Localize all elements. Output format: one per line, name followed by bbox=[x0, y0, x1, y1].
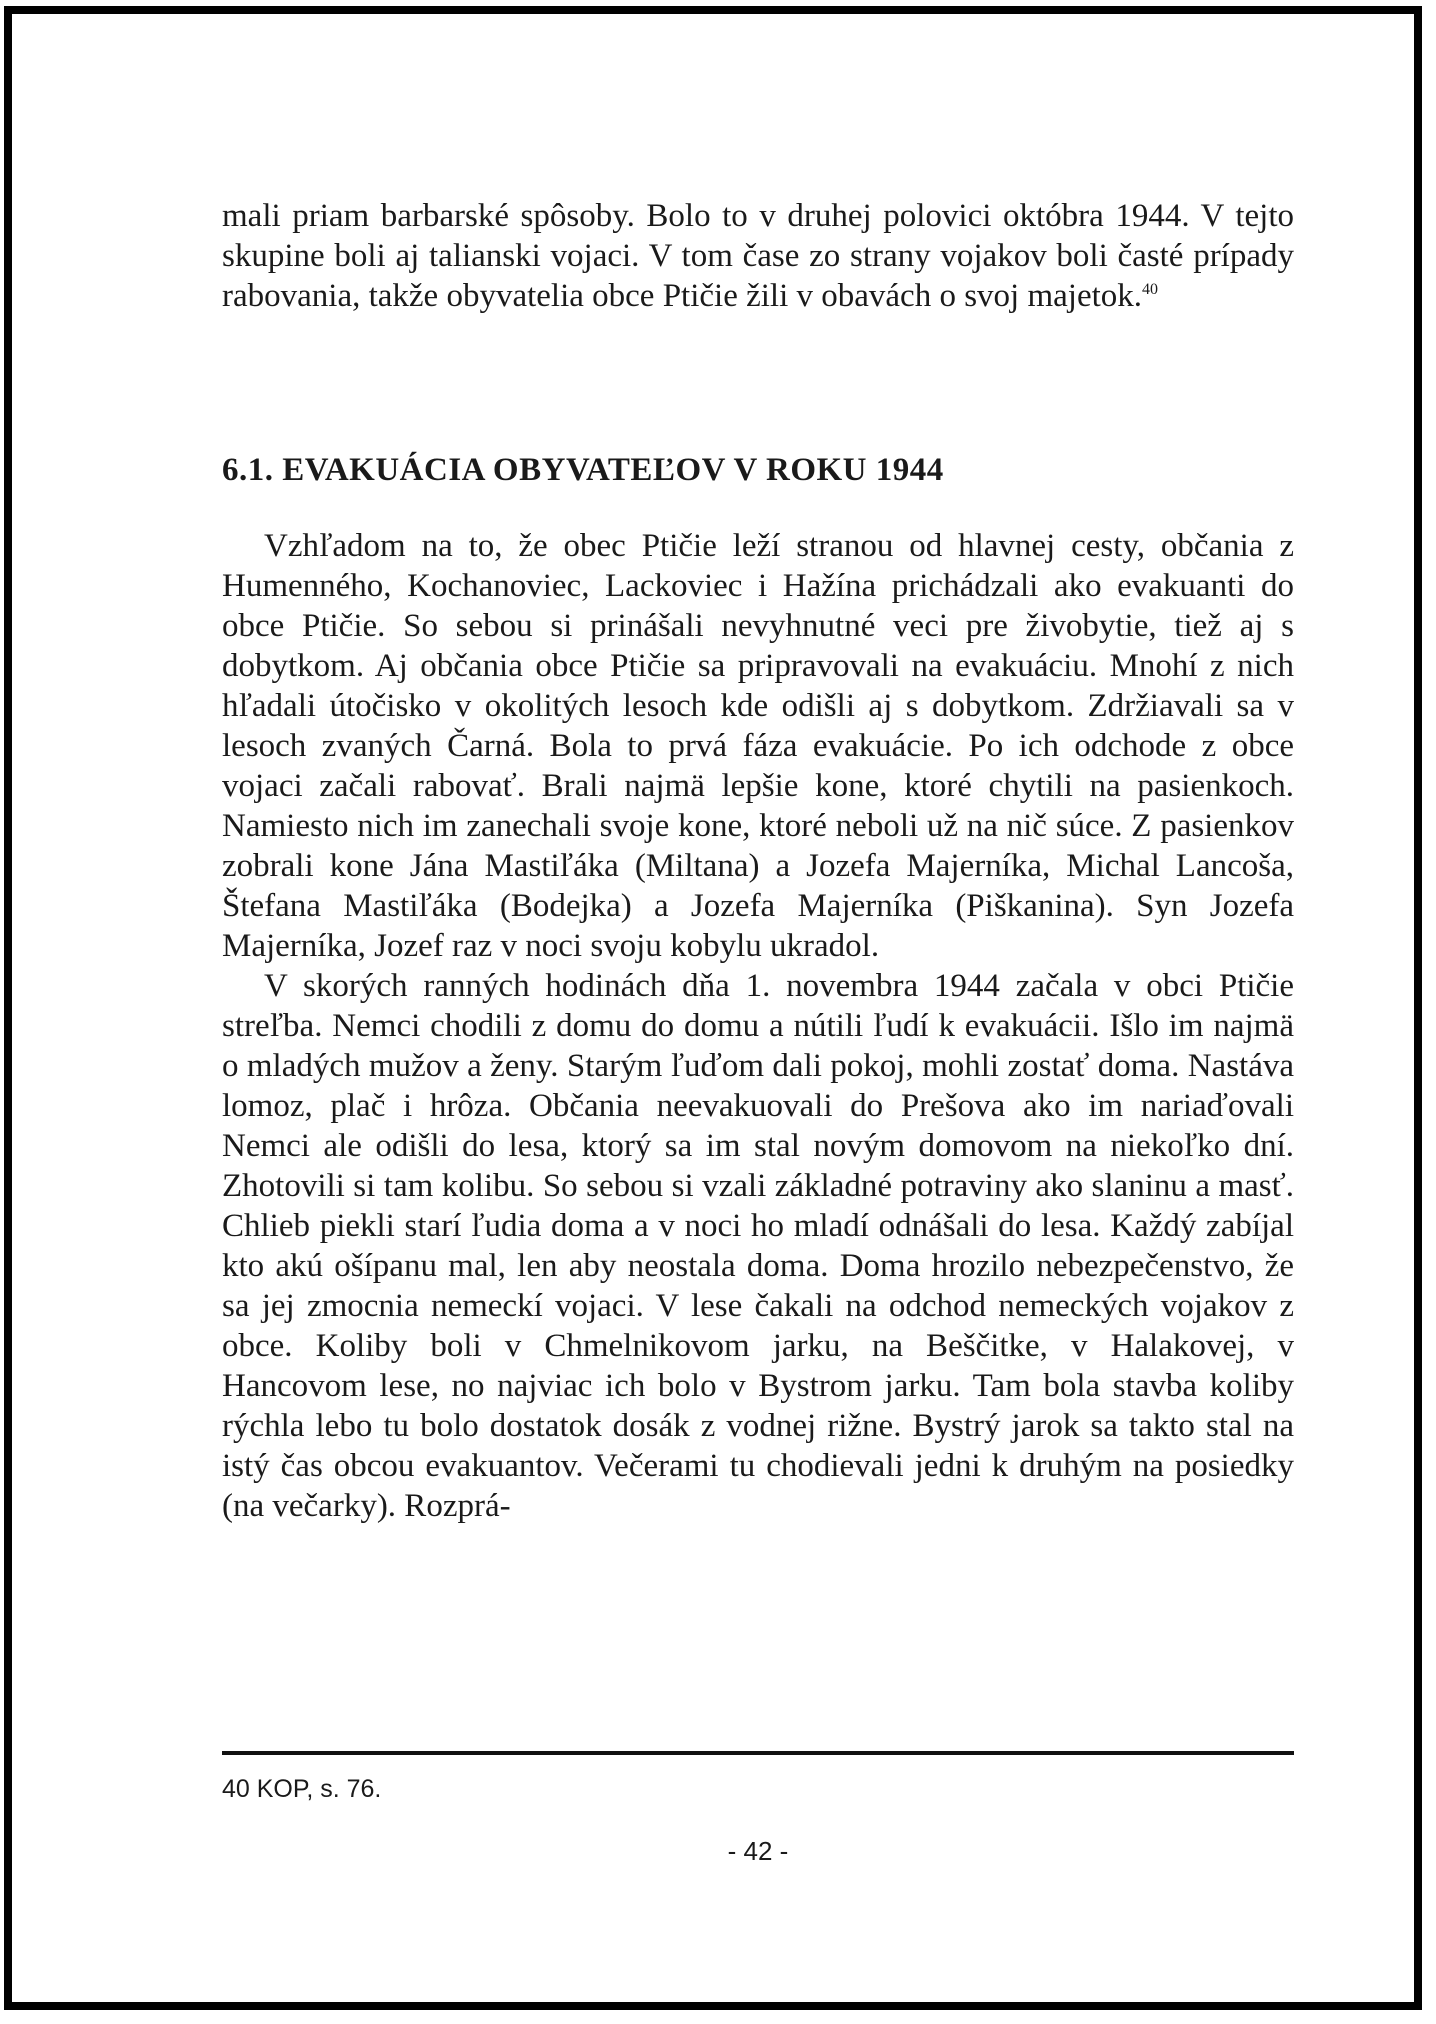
top-text-block bbox=[222, 196, 1294, 316]
footnote-reference[interactable]: 40 bbox=[1142, 281, 1159, 298]
page-number: - 42 - bbox=[727, 1836, 789, 1866]
paragraph-evacuees: Vzhľadom na to, že obec Ptičie leží stranou od hlavnej cesty, občania z Humenného, Kochanoviec, Lackoviec i Hažína prichádzali ako evakuanti do obce Ptičie. So sebou si prinášali nevyhnutné veci pre živobytie, tiež aj s dobytkom. Aj občania obce Ptičie sa pripravovali na evakuáciu. Mnohí z nich hľadali útočisko v okolitých lesoch kde odišli aj s dobytkom. Zdržiavali sa v lesoch zvaných Čarná. Bola to prvá fáza evakuácie. Po ich odchode z obce vojaci začali rabovať. Brali najmä lepšie kone, ktoré chytili na pasienkoch. Namiesto nich im zanechali svoje kone, ktoré neboli už na nič súce. Z pasienkov zobrali kone Jána Mastiľáka (Miltana) a Jozefa Majerníka, Michal Lancoša, Štefana Mastiľáka (Bodejka) a Jozefa Majerníka (Piškanina). Syn Jozefa Majerníka, Jozef raz v noci svoju kobylu ukradol. bbox=[222, 528, 1294, 964]
footnote-divider bbox=[222, 1751, 1294, 1755]
paragraph-november: V skorých ranných hodinách dňa 1. novembra 1944 začala v obci Ptičie streľba. Nemci chodili z domu do domu a nútili ľudí k evakuácii. Išlo im najmä o mladých mužov a ženy. Starým ľuďom dali pokoj, mohli zostať doma. Nastáva lomoz, plač i hrôza. Občania neevakuovali do Prešova ako im nariaďovali Nemci ale odišli do lesa, ktorý sa im stal novým domovom na niekoľko dní. Zhotovili si tam kolibu. So sebou si vzali základné potraviny ako slaninu a masť. Chlieb piekli starí ľudia doma a v noci ho mladí odnášali do lesa. Každý zabíjal kto akú ošípanu mal, len aby neostala doma. Doma hrozilo nebezpečenstvo, že sa jej zmocnia nemeckí vojaci. V lese čakali na odchod nemeckých vojakov z obce. Koliby boli v Chmelnikovom jarku, na Beščitke, v Halakovej, v Hancovom lese, no najviac ich bolo v Bystrom jarku. Tam bola stavba koliby rýchla lebo tu bolo dostatok dosák z vodnej rižne. Bystrý jarok sa takto stal na istý čas obcou evakuantov. Večerami tu chodievali jedni k druhým na posiedky (na večarky). Rozprá- bbox=[222, 968, 1294, 1524]
top-paragraph: mali priam barbarské spôsoby. Bolo to v druhej polovici októbra 1944. V tejto skupine boli aj talianski vojaci. V tom čase zo strany vojakov boli časté prípady rabovania, takže obyvatelia obce Ptičie žili v obavách o svoj majetok.$^{40}$ bbox=[222, 198, 1294, 314]
section-heading: 6.1. EVAKUÁCIA OBYVATEĽOV V ROKU 1944 bbox=[222, 452, 944, 488]
section-body bbox=[222, 526, 1294, 1526]
footnote: 40 KOP, s. 76. bbox=[222, 1775, 382, 1803]
